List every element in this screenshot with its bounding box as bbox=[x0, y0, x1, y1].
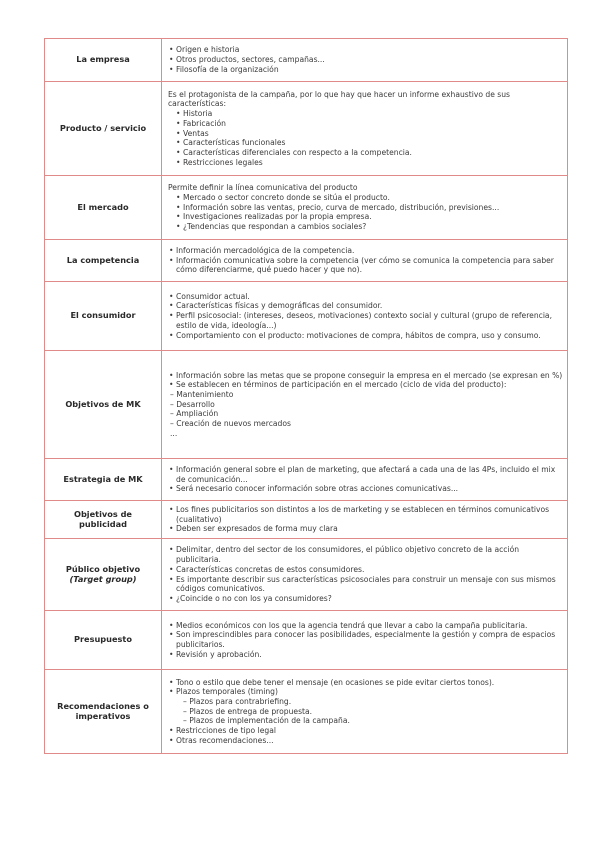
table-row bbox=[45, 611, 568, 670]
row-label bbox=[45, 539, 162, 611]
row-label-sub: (Target group) bbox=[69, 573, 137, 584]
row-label: El mercado bbox=[45, 176, 162, 240]
list-item: • Historia bbox=[183, 109, 563, 119]
list-item: • Medios económicos con los que la agencia tendrá que llevar a cabo la campaña publicitaria. bbox=[176, 621, 563, 631]
list-item: • Investigaciones realizadas por la propia empresa. bbox=[183, 212, 563, 222]
list-item: • Información comunicativa sobre la competencia (ver cómo se comunica la competencia para saber cómo diferenciarme, qué puedo hacer y que no). bbox=[176, 256, 563, 275]
list-item: • Revisión y aprobación. bbox=[176, 650, 563, 660]
table-row bbox=[45, 351, 568, 459]
row-label: Recomendaciones o imperativos bbox=[45, 670, 162, 754]
table-row bbox=[45, 282, 568, 351]
list-item: • Restricciones de tipo legal bbox=[176, 726, 563, 736]
list-item: • Perfil psicosocial: (intereses, deseos, motivaciones) contexto social y cultural (grupo de referencia, estilo de vida, ideología...) bbox=[176, 311, 563, 330]
list-item: • Consumidor actual. bbox=[176, 292, 563, 302]
row-label: Producto / servicio bbox=[45, 82, 162, 176]
list-item: • Información sobre las ventas, precio, curva de mercado, distribución, previsiones... bbox=[183, 203, 563, 213]
row-intro: Permite definir la línea comunicativa del producto bbox=[168, 183, 358, 193]
row-content bbox=[162, 240, 568, 282]
dash-item: – Desarrollo bbox=[170, 399, 215, 409]
row-content bbox=[162, 39, 568, 82]
row-label: Presupuesto bbox=[45, 611, 162, 670]
list-item: • ¿Coincide o no con los ya consumidores? bbox=[176, 594, 563, 604]
table-row bbox=[45, 240, 568, 282]
dash-item: – Mantenimiento bbox=[170, 389, 234, 399]
list-item: • Información mercadológica de la competencia. bbox=[176, 246, 563, 256]
dash-item: – Ampliación bbox=[170, 409, 219, 419]
row-content bbox=[162, 670, 568, 754]
list-item: • Comportamiento con el producto: motivaciones de compra, hábitos de compra, uso y consumo. bbox=[176, 331, 563, 341]
list-item: • Fabricación bbox=[183, 119, 563, 129]
row-label: Estrategia de MK bbox=[45, 459, 162, 501]
table-row bbox=[45, 176, 568, 240]
list-item-text: Plazos temporales (timing) bbox=[176, 687, 278, 697]
row-label: Objetivos de MK bbox=[45, 351, 162, 459]
table-row bbox=[45, 459, 568, 501]
list-item bbox=[176, 687, 563, 726]
table-row bbox=[45, 670, 568, 754]
table-row bbox=[45, 501, 568, 539]
sub-list-item: – Plazos de implementación de la campaña. bbox=[183, 716, 350, 726]
row-label-main: Público objetivo bbox=[65, 563, 141, 574]
row-label: Objetivos de publicidad bbox=[45, 501, 162, 539]
list-item: • Tono o estilo que debe tener el mensaje (en ocasiones se pide evitar ciertos tonos). bbox=[176, 678, 563, 688]
list-item: • Filosofía de la organización bbox=[176, 65, 563, 75]
list-item: • Características concretas de estos consumidores. bbox=[176, 565, 563, 575]
sub-list-item: – Plazos de entrega de propuesta. bbox=[183, 706, 313, 716]
list-item: • Otras recomendaciones... bbox=[176, 736, 563, 746]
sub-list-item: – Plazos para contrabriefing. bbox=[183, 696, 292, 706]
list-item: • Mercado o sector concreto donde se sitúa el producto. bbox=[183, 193, 563, 203]
dash-item: – Creación de nuevos mercados bbox=[170, 419, 291, 429]
list-item: • Se establecen en términos de participación en el mercado (ciclo de vida del producto): bbox=[176, 380, 563, 390]
list-item: • Información sobre las metas que se propone conseguir la empresa en el mercado (se expresan en %) bbox=[176, 371, 563, 381]
list-item: • Origen e historia bbox=[176, 45, 563, 55]
table-row bbox=[45, 39, 568, 82]
list-item: • Características funcionales bbox=[183, 138, 563, 148]
row-content bbox=[162, 176, 568, 240]
list-item: • Características físicas y demográficas del consumidor. bbox=[176, 301, 563, 311]
list-item: • Los fines publicitarios son distintos a los de marketing y se establecen en términos comunicativos (cualitativo) bbox=[176, 505, 563, 524]
row-content bbox=[162, 82, 568, 176]
table-row bbox=[45, 539, 568, 611]
list-item: • Restricciones legales bbox=[183, 158, 563, 168]
dash-item: ... bbox=[170, 428, 178, 438]
row-content bbox=[162, 459, 568, 501]
row-content bbox=[162, 501, 568, 539]
list-item: • Será necesario conocer información sobre otras acciones comunicativas... bbox=[176, 484, 563, 494]
row-label: La empresa bbox=[45, 39, 162, 82]
list-item: • Características diferenciales con respecto a la competencia. bbox=[183, 148, 563, 158]
table-row bbox=[45, 82, 568, 176]
list-item: • Información general sobre el plan de marketing, que afectará a cada una de las 4Ps, incluido el mix de comunicación... bbox=[176, 465, 563, 484]
row-content bbox=[162, 351, 568, 459]
row-label: El consumidor bbox=[45, 282, 162, 351]
row-content bbox=[162, 611, 568, 670]
row-intro: Es el protagonista de la campaña, por lo que hay que hacer un informe exhaustivo de sus características: bbox=[168, 89, 511, 109]
list-item: • Otros productos, sectores, campañas... bbox=[176, 55, 563, 65]
row-content bbox=[162, 539, 568, 611]
briefing-table bbox=[44, 38, 568, 754]
list-item: • Es importante describir sus características psicosociales para construir un mensaje con sus mismos códigos comunicativos. bbox=[176, 575, 563, 594]
list-item: • ¿Tendencias que respondan a cambios sociales? bbox=[183, 222, 563, 232]
row-content bbox=[162, 282, 568, 351]
list-item: • Delimitar, dentro del sector de los consumidores, el público objetivo concreto de la acción publicitaria. bbox=[176, 545, 563, 564]
row-label: La competencia bbox=[45, 240, 162, 282]
list-item: • Son imprescindibles para conocer las posibilidades, especialmente la gestión y compra de espacios publicitarios. bbox=[176, 630, 563, 649]
list-item: • Deben ser expresados de forma muy clara bbox=[176, 524, 563, 534]
list-item: • Ventas bbox=[183, 129, 563, 139]
